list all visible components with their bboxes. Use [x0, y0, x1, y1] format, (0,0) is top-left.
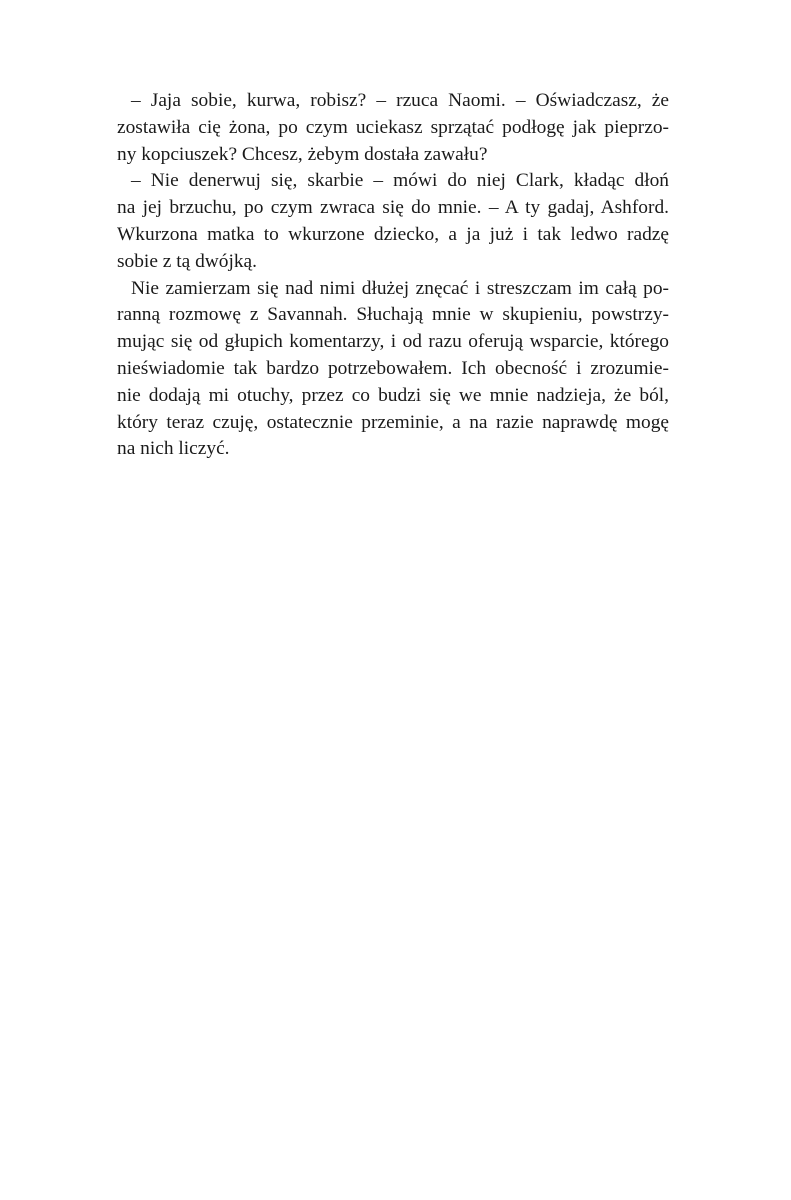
text-line: nie dodają mi otuchy, przez co budzi się we mnie nadzieja, że ból, — [117, 384, 669, 406]
text-line: Nie zamierzam się nad nimi dłużej znęcać i streszczam im całą po- — [131, 277, 669, 299]
text-line: na jej brzuchu, po czym zwraca się do mnie. – A ty gadaj, Ashford. — [117, 197, 669, 219]
paragraph — [117, 88, 669, 168]
body-text — [117, 88, 669, 463]
text-line: który teraz czuję, ostatecznie przeminie, a na razie naprawdę mogę — [117, 411, 669, 433]
text-line: na nich liczyć. — [117, 438, 230, 460]
text-line: zostawiła cię żona, po czym uciekasz sprzątać podłogę jak pieprzo- — [117, 116, 669, 138]
text-line: Wkurzona matka to wkurzone dziecko, a ja już i tak ledwo radzę — [117, 223, 669, 245]
text-line: sobie z tą dwójką. — [117, 250, 258, 272]
text-line: ranną rozmowę z Savannah. Słuchają mnie w skupieniu, powstrzy- — [117, 304, 669, 326]
text-line: – Jaja sobie, kurwa, robisz? – rzuca Naomi. – Oświadczasz, że — [131, 90, 669, 111]
paragraph — [117, 168, 669, 275]
text-line: nieświadomie tak bardzo potrzebowałem. Ich obecność i zrozumie- — [117, 357, 669, 379]
text-line: ny kopciuszek? Chcesz, żebym dostała zawału? — [117, 143, 488, 165]
text-line: – Nie denerwuj się, skarbie – mówi do niej Clark, kładąc dłoń — [131, 170, 669, 192]
text-line: mując się od głupich komentarzy, i od razu oferują wsparcie, którego — [117, 331, 669, 353]
paragraph — [117, 276, 669, 464]
